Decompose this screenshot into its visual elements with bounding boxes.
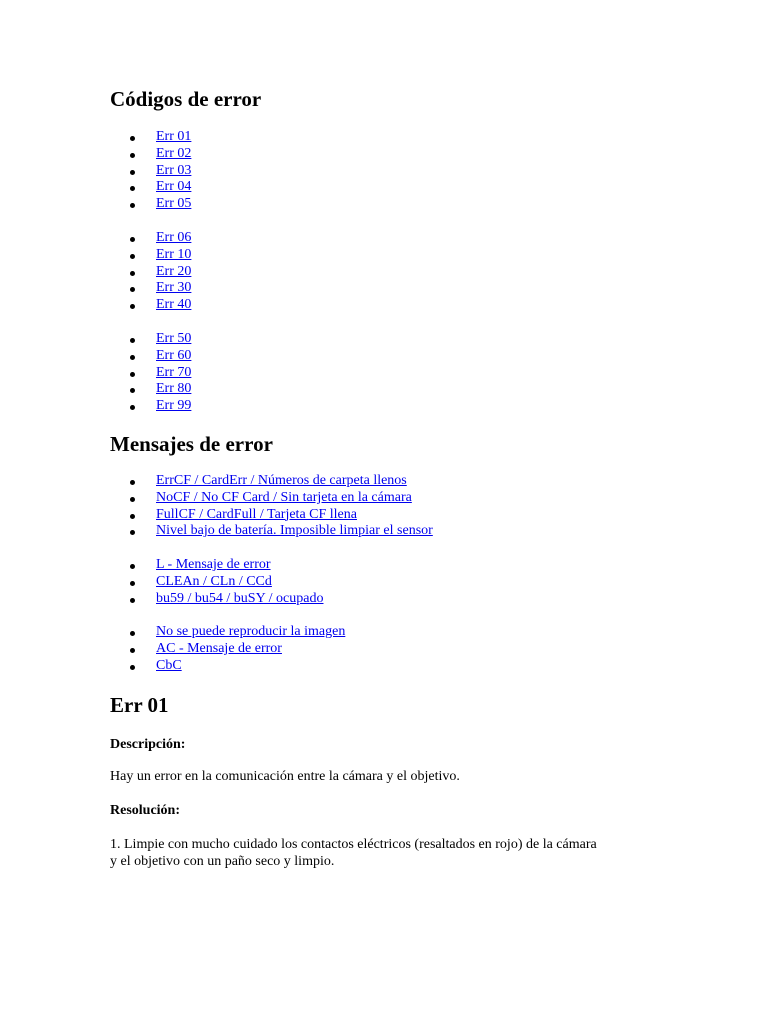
list-item [110,331,191,348]
link-err-10[interactable]: Err 10 [156,246,192,262]
bullet-icon [130,405,135,410]
codes-list-group-2 [110,230,191,314]
bullet-icon [130,287,135,292]
list-item [110,163,191,180]
list-item [110,658,345,675]
bullet-icon [130,530,135,535]
link-clean[interactable]: CLEAn / CLn / CCd [156,573,272,589]
list-item [110,230,191,247]
codes-list-group-1 [110,129,191,213]
bullet-icon [130,372,135,377]
list-item [110,247,191,264]
list-item [110,490,433,507]
link-err-30[interactable]: Err 30 [156,280,192,296]
link-err-80[interactable]: Err 80 [156,381,192,397]
bullet-icon [130,598,135,603]
list-item [110,196,191,213]
link-no-playback[interactable]: No se puede reproducir la imagen [156,624,346,639]
link-ac-error[interactable]: AC - Mensaje de error [156,640,282,656]
list-item [110,348,191,365]
list-item [110,129,191,146]
list-item [110,179,191,196]
link-errcf[interactable]: ErrCF / CardErr / Números de carpeta llenos [156,473,407,488]
list-item [110,523,433,540]
list-item [110,507,433,524]
list-item [110,574,323,591]
description-text: Hay un error en la comunicación entre la cámara y el objetivo. [110,769,460,784]
resolution-line-1: 1. Limpie con mucho cuidado los contactos eléctricos (resaltados en rojo) de la cámara [110,837,597,852]
bullet-icon [130,631,135,636]
messages-heading: Mensajes de error [110,432,273,456]
list-item [110,365,191,382]
err01-heading: Err 01 [110,693,169,717]
list-item [110,297,191,314]
codes-heading: Códigos de error [110,87,262,111]
bullet-icon [130,564,135,569]
bullet-icon [130,304,135,309]
list-item [110,381,191,398]
link-cbc[interactable]: CbC [156,657,182,673]
messages-list-group-3 [110,624,345,674]
bullet-icon [130,355,135,360]
link-err-40[interactable]: Err 40 [156,297,192,313]
list-item [110,146,191,163]
link-err-70[interactable]: Err 70 [156,364,192,380]
link-err-01[interactable]: Err 01 [156,129,192,144]
list-item [110,641,345,658]
bullet-icon [130,203,135,208]
link-err-03[interactable]: Err 03 [156,162,192,178]
link-busy[interactable]: bu59 / bu54 / buSY / ocupado [156,590,324,606]
link-err-06[interactable]: Err 06 [156,230,192,245]
bullet-icon [130,648,135,653]
bullet-icon [130,581,135,586]
bullet-icon [130,186,135,191]
list-item [110,624,345,641]
bullet-icon [130,665,135,670]
messages-list-group-2 [110,557,323,607]
link-err-04[interactable]: Err 04 [156,179,192,195]
messages-list-group-1 [110,473,433,540]
resolution-label: Resolución: [110,803,180,818]
bullet-icon [130,254,135,259]
link-err-60[interactable]: Err 60 [156,347,192,363]
bullet-icon [130,136,135,141]
bullet-icon [130,514,135,519]
bullet-icon [130,388,135,393]
link-err-20[interactable]: Err 20 [156,263,192,279]
bullet-icon [130,338,135,343]
link-l-error[interactable]: L - Mensaje de error [156,557,271,572]
link-low-battery[interactable]: Nivel bajo de batería. Imposible limpiar el sensor [156,523,433,539]
bullet-icon [130,170,135,175]
link-err-50[interactable]: Err 50 [156,331,192,346]
bullet-icon [130,271,135,276]
link-nocf[interactable]: NoCF / No CF Card / Sin tarjeta en la cámara [156,489,412,505]
bullet-icon [130,237,135,242]
list-item [110,264,191,281]
link-err-99[interactable]: Err 99 [156,398,192,414]
description-label: Descripción: [110,737,186,752]
link-err-02[interactable]: Err 02 [156,145,192,161]
link-err-05[interactable]: Err 05 [156,196,192,212]
list-item [110,557,323,574]
list-item [110,591,323,608]
codes-list-group-3 [110,331,191,415]
bullet-icon [130,480,135,485]
resolution-line-2: y el objetivo con un paño seco y limpio. [110,854,335,869]
link-fullcf[interactable]: FullCF / CardFull / Tarjeta CF llena [156,506,357,522]
list-item [110,280,191,297]
bullet-icon [130,153,135,158]
list-item [110,398,191,415]
list-item [110,473,433,490]
bullet-icon [130,497,135,502]
